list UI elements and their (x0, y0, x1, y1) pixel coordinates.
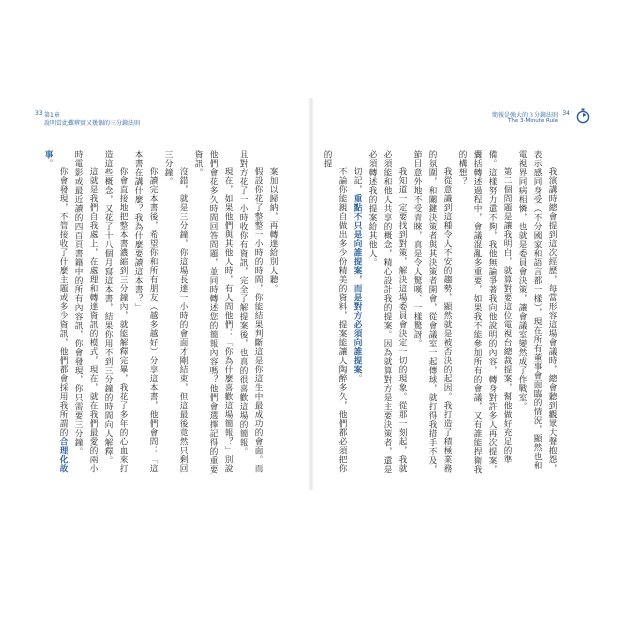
paragraph: 切記，重點不只是向誰提案，而是對方必須向誰提案。 (352, 167, 362, 384)
right-running-head: 簡報是強大的３分鐘法則 (491, 112, 558, 119)
paragraph: 我從意識到這種令人不安的趨勢，顯然就是被否決的起因。我打造了積極業務的氛圍，和關鍵決策者與其決策者開會，從會議室一起傳球，就打得我措手不及，節目意外地不受青睞，真是令人驚嘆、一樣驚訝。 (412, 150, 452, 474)
paragraph: 假設你花了整整一小時的時間，你能結果判斷這是你這生中最成功的會面。而且對方花了一小時收你有資訊，完全了解提案後，也真的很喜歡這場的簡報。 (238, 150, 263, 474)
paragraph: 我知道一定要找到對策，解決這場委員會決定一切的現象。從那一刻起，我就必須能和他人共享的概念，精心設計我的提案。因為就算對方是主要決策者，還是必須轉述我的提案給其他人。 (367, 150, 407, 474)
right-english-title: The 3-Minute Rule (508, 118, 558, 124)
paragraph: 這就是我們自我處上，在處理和轉達資訊的模式，現在，就在我們最愛的兩小時電影或最近讀的四百頁書籍中的所有內容訊，你會發現，你只需要三分鐘。 (73, 150, 98, 474)
stopwatch-icon (576, 108, 590, 124)
paragraph: 第二個問題是讓我明白，就算對要這位電視台總裁提案，幫他做好充足的準備。這樣努力還不夠，我他無論爭著我向他說明的內容，轉身對許多人再次提案，囊括轉述過程中，會議混亂多重要，如果我不能參加所有的會議，又有誰能捍衛我的構想？ (457, 150, 512, 474)
left-body-text (43, 150, 280, 476)
paragraph: 案加以歸納，再轉達給別人聽。 (268, 167, 278, 294)
left-running-head: 說明當此難辨實又幾個的三分鐘法則 (44, 120, 141, 127)
right-body-text (322, 150, 559, 476)
book-spread (28, 98, 594, 490)
emphasis-text: 合理化故事 (43, 150, 68, 474)
paragraph: 你讀完本書後，希望你和所有朋友（越多越好）分享這本書，他們會問：「這本書在講什麼？我為什麼要讀這本書？」 (133, 150, 158, 474)
paragraph: 我演講時總會提到這次經歷，每當形容這場會議時，總會聽到觀眾大聲抱怨，表示感同身受（不分國家和語言都一樣），現在所有董事會面臨的情況，顯然也和電視界同病相憐，也就是委員會決策，讓會議室變然成了作戰室。 (517, 150, 557, 474)
right-page (312, 98, 594, 490)
left-page (28, 98, 310, 490)
paragraph: 不論你能親自做出多少份精美的資料，提案能讓人陶醉多久，他們都必須把你的提 (322, 150, 347, 474)
left-page-number: 33 (35, 110, 43, 117)
paragraph: 沒錯，就是三分鐘，你這場長達一小時的會面才剛結束，但這最後竟然只剩回三分鐘。 (163, 150, 188, 474)
emphasis-text: 重點不只是向誰提案，而是對方必須向誰提案 (352, 194, 362, 375)
paragraph: 現在，如果他們與其他人時，有人問他們：「你為什麼喜歡這場簡報？」別說他們會花多久時間回答問題，並同時轉述您的簡報內容嗎？他們會選擇記得的重要資訊。 (193, 150, 233, 474)
left-chapter-label: 第1章 (44, 112, 60, 119)
right-page-number: 34 (562, 110, 570, 117)
paragraph: 你會直接地把整本書濃縮到三分鐘內，就能解釋完畢，我花了多年的心血來打造這些概念，又花了十八個月寫這本書，結果你用不到三分鐘的時間向人解釋。 (103, 150, 128, 474)
paragraph: 你會發現，不管接收了什麼主題或多少資訊，他們都會採用我所謂的合理化故事。 (43, 150, 68, 474)
